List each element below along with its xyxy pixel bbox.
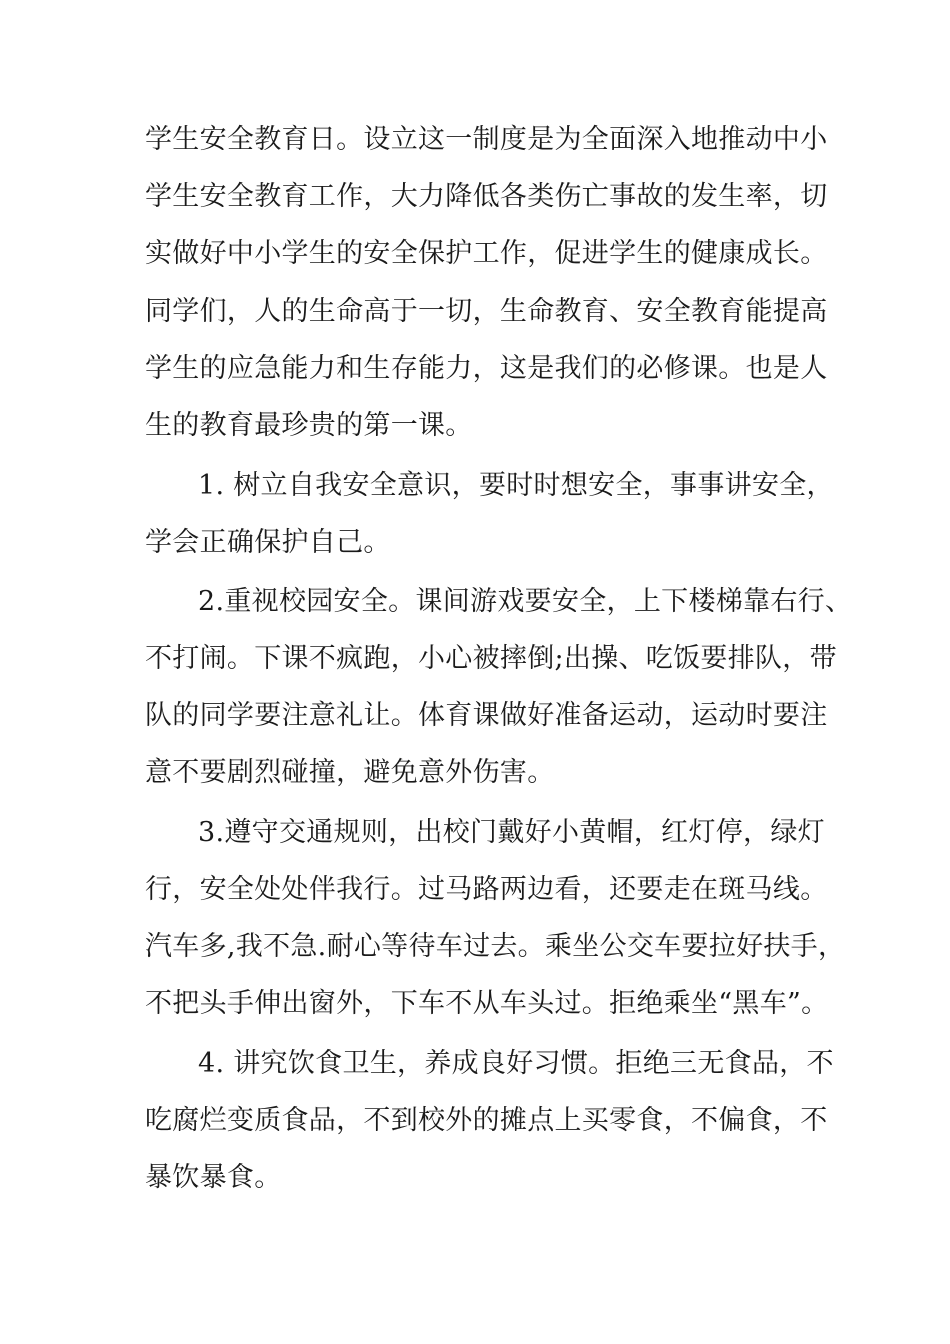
text-line: 学生安全教育日。设立这一制度是为全面深入地推动中小	[145, 124, 828, 155]
list-item-1: 1. 树立自我安全意识，要时时想安全，事事讲安全，	[198, 470, 834, 501]
text-line: 生的教育最珍贵的第一课。	[145, 410, 473, 441]
text-line: 意不要剧烈碰撞，避免意外伤害。	[145, 757, 555, 788]
text-line: 暴饮暴食。	[145, 1162, 282, 1193]
text-line: 同学们，人的生命高于一切，生命教育、安全教育能提高	[145, 296, 828, 327]
list-item-3: 3.遵守交通规则，出校门戴好小黄帽，红灯停，绿灯	[198, 817, 825, 848]
text-line: 汽车多,我不急.耐心等待车过去。乘坐公交车要拉好扶手，	[145, 931, 846, 962]
text-line: 吃腐烂变质食品，不到校外的摊点上买零食，不偏食，不	[145, 1105, 828, 1136]
list-item-2: 2.重视校园安全。课间游戏要安全，上下楼梯靠右行、	[198, 586, 853, 617]
text-line: 行，安全处处伴我行。过马路两边看，还要走在斑马线。	[145, 874, 828, 905]
text-line: 学生安全教育工作，大力降低各类伤亡事故的发生率，切	[145, 181, 828, 212]
text-line: 学会正确保护自己。	[145, 527, 391, 558]
text-line: 实做好中小学生的安全保护工作，促进学生的健康成长。	[145, 238, 828, 269]
text-line: 学生的应急能力和生存能力，这是我们的必修课。也是人	[145, 353, 828, 384]
text-line: 队的同学要注意礼让。体育课做好准备运动，运动时要注	[145, 700, 828, 731]
text-line: 不打闹。下课不疯跑，小心被摔倒;出操、吃饭要排队，带	[145, 643, 837, 674]
list-item-4: 4. 讲究饮食卫生，养成良好习惯。拒绝三无食品，不	[198, 1048, 834, 1079]
text-line: 不把头手伸出窗外，下车不从车头过。拒绝乘坐“黑车”。	[145, 988, 829, 1019]
